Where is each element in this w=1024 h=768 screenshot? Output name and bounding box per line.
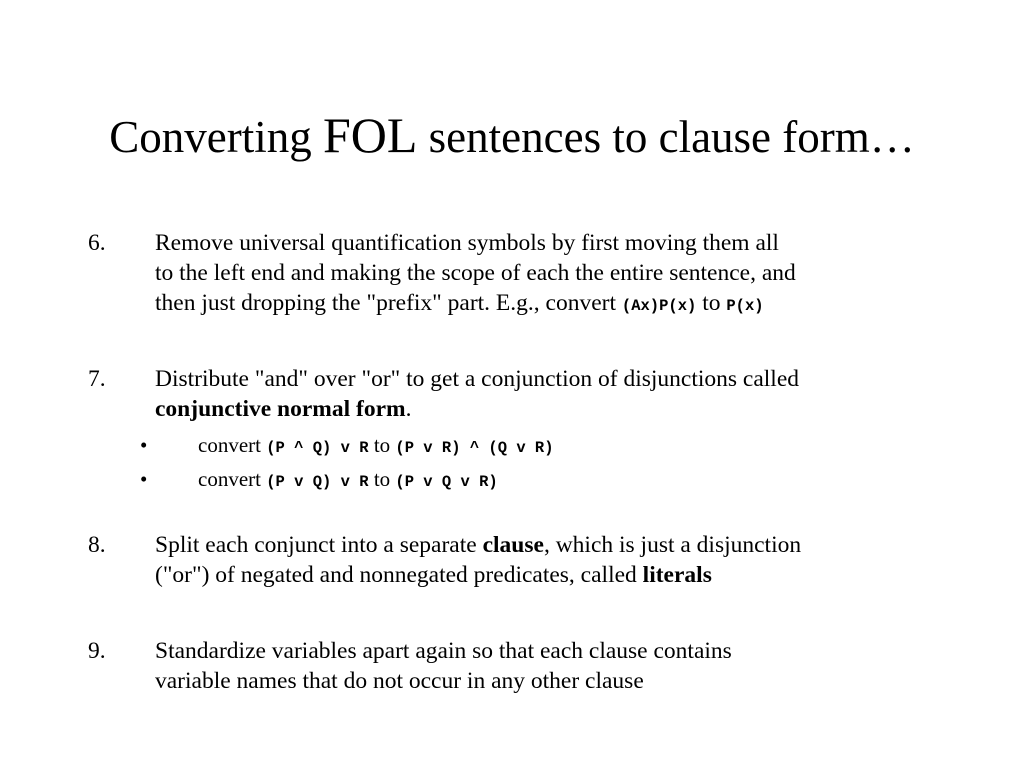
text-line: Remove universal quantification symbols by first moving them all [155,230,779,256]
bullet-text [198,430,554,463]
text-fragment: to [368,433,396,457]
text-fragment: then just dropping the "prefix" part. E.g., convert [155,290,622,316]
step-number: 9. [88,638,106,664]
text-line [155,394,955,424]
text-line: to the left end and making the scope of each the entire sentence, and [155,260,796,286]
text-fragment: convert [198,467,267,491]
text-fragment: . [405,396,412,422]
bullet-marker: • [140,433,148,457]
code-snippet: (P ^ Q) v R [266,439,369,457]
bullet-text [198,464,498,497]
bold-term: clause [482,532,544,558]
text-fragment: to [368,467,396,491]
code-snippet: (P v Q) v R [266,473,369,491]
step-number: 7. [88,366,106,392]
bullet-marker: • [140,467,148,491]
text-fragment: to [696,290,727,316]
text-line: Standardize variables apart again so that each clause contains [155,638,732,664]
bold-term: literals [642,562,712,588]
step-text [155,364,955,424]
title-part-2: sentences to clause form… [417,112,915,162]
text-line [155,560,955,590]
text-fragment: Split each conjunct into a separate [155,532,483,558]
step-text [155,228,955,321]
code-snippet: (P v R) ^ (Q v R) [395,439,554,457]
step-text [155,636,955,696]
text-line: variable names that do not occur in any other clause [155,668,644,694]
text-fragment: ("or") of negated and nonnegated predicates, called [155,562,643,588]
text-fragment: , which is just a disjunction [543,532,802,558]
title-part-1: Converting [109,112,323,162]
step-text [155,530,955,590]
bold-term: conjunctive normal form [155,396,406,422]
code-snippet: (Ax)P(x) [621,297,697,315]
step-number: 8. [88,532,106,558]
text-fragment: convert [198,433,267,457]
code-snippet: (P v Q v R) [395,473,498,491]
code-snippet: P(x) [726,297,764,315]
title-fol: FOL [322,107,418,163]
text-line: Distribute "and" over "or" to get a conjunction of disjunctions called [155,366,800,392]
text-line [155,288,955,321]
text-line [155,530,955,560]
step-number: 6. [88,230,106,256]
